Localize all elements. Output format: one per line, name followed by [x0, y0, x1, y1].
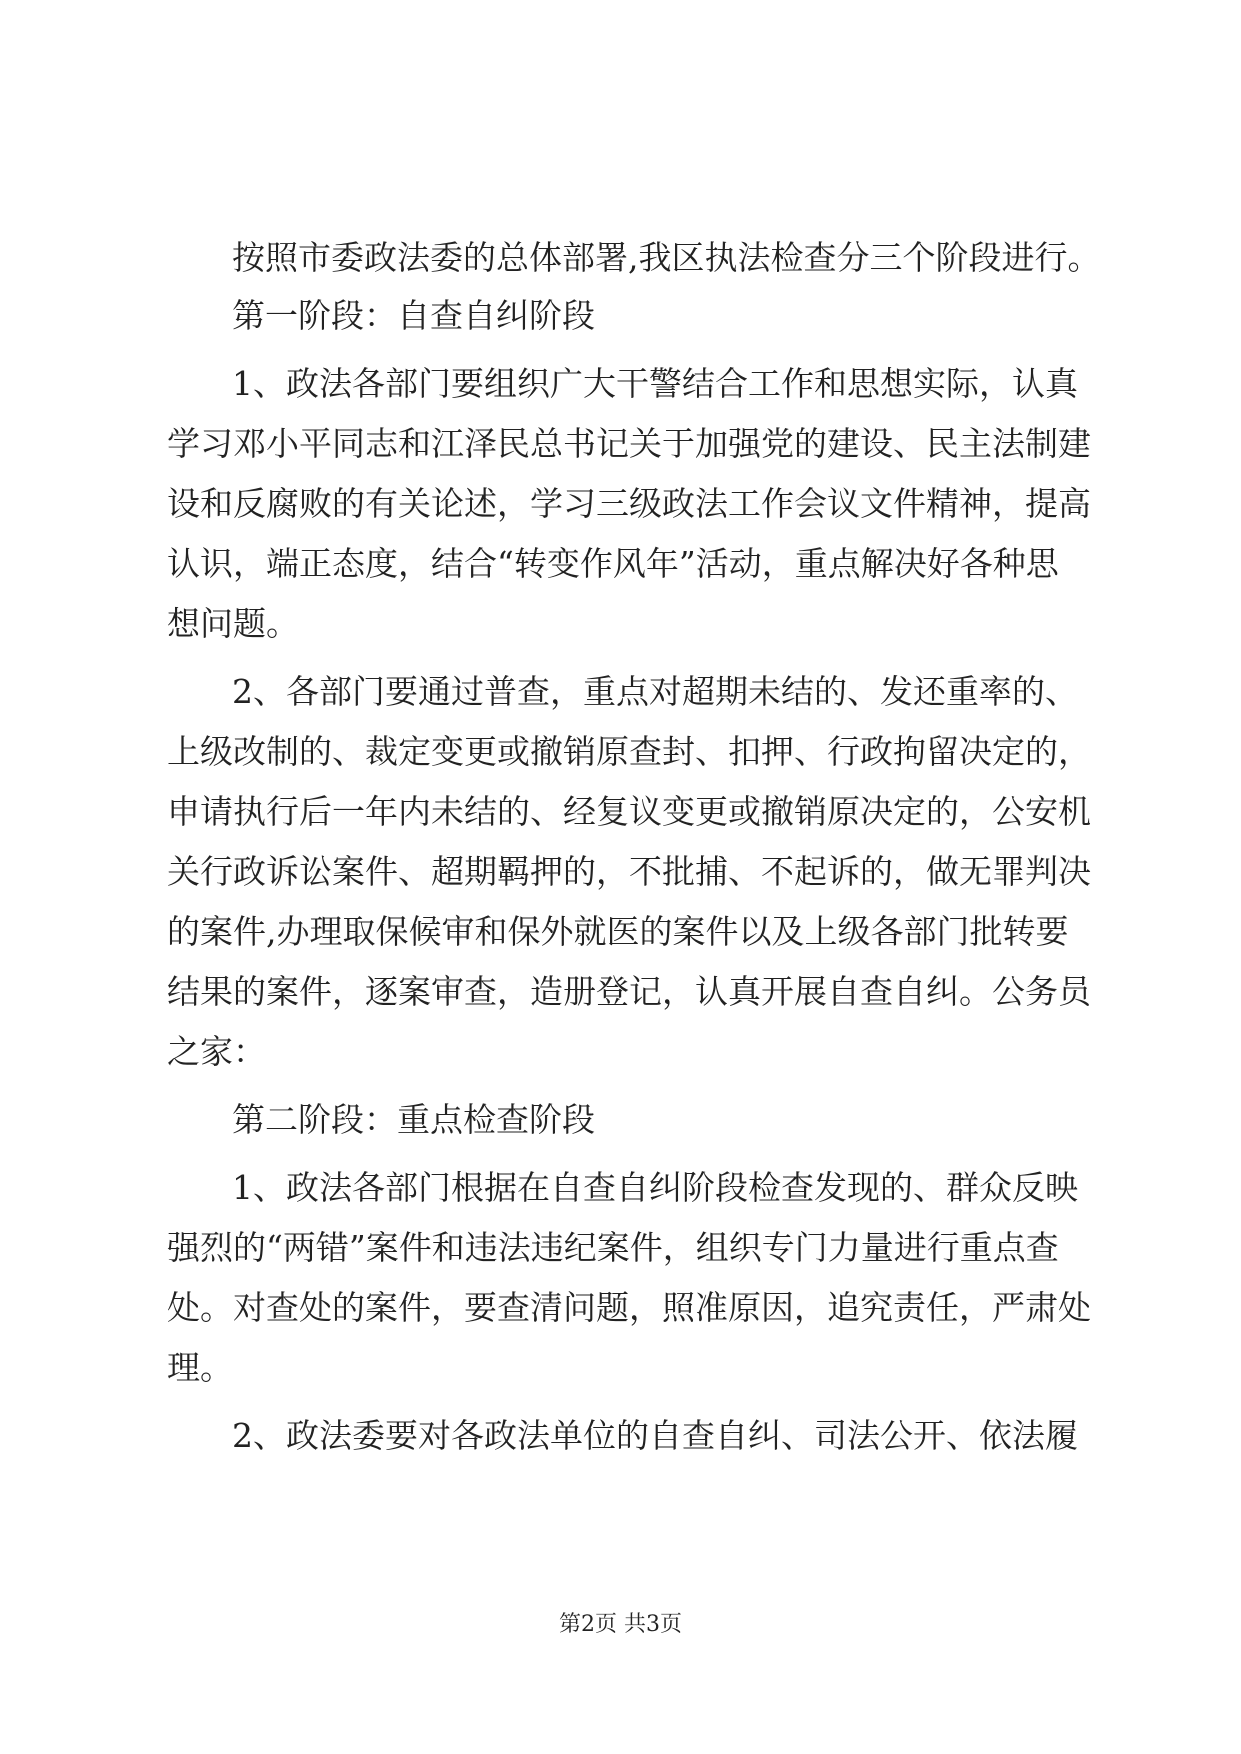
- paragraph-line: 处。对查处的案件，要查清问题，照准原因，追究责任，严肃处: [167, 1288, 1091, 1327]
- paragraph-line: 上级改制的、裁定变更或撤销原查封、扣押、行政拘留决定的，: [167, 732, 1091, 771]
- page-number-footer: 第2页 共3页: [559, 1612, 682, 1637]
- paragraph-line: 申请执行后一年内未结的、经复议变更或撤销原决定的，公安机: [167, 792, 1091, 831]
- paragraph-line: 认识，端正态度，结合“转变作风年”活动，重点解决好各种思: [167, 544, 1059, 583]
- heading-stage-two: 第二阶段：重点检查阶段: [232, 1100, 595, 1139]
- paragraph-line: 结果的案件，逐案审查，造册登记，认真开展自查自纠。公务员: [167, 972, 1091, 1011]
- heading-stage-one: 第一阶段：自查自纠阶段: [232, 296, 595, 335]
- paragraph-line: 1、政法各部门根据在自查自纠阶段检查发现的、群众反映: [232, 1168, 1078, 1207]
- paragraph-line: 想问题。: [167, 604, 299, 643]
- paragraph-intro: 按照市委政法委的总体部署,我区执法检查分三个阶段进行。: [232, 238, 1101, 277]
- paragraph-line: 之家：: [167, 1032, 266, 1071]
- paragraph-line: 设和反腐败的有关论述，学习三级政法工作会议文件精神，提高: [167, 484, 1091, 523]
- paragraph-line: 1、政法各部门要组织广大干警结合工作和思想实际，认真: [232, 364, 1078, 403]
- paragraph-line: 学习邓小平同志和江泽民总书记关于加强党的建设、民主法制建: [167, 424, 1091, 463]
- paragraph-line: 理。: [167, 1348, 233, 1387]
- paragraph-line: 2、各部门要通过普查，重点对超期未结的、发还重率的、: [232, 672, 1078, 711]
- paragraph-line: 强烈的“两错”案件和违法违纪案件，组织专门力量进行重点查: [167, 1228, 1059, 1267]
- paragraph-line: 2、政法委要对各政法单位的自查自纠、司法公开、依法履: [232, 1416, 1078, 1455]
- paragraph-line: 的案件,办理取保候审和保外就医的案件以及上级各部门批转要: [167, 912, 1069, 951]
- paragraph-line: 关行政诉讼案件、超期羁押的，不批捕、不起诉的，做无罪判决: [167, 852, 1091, 891]
